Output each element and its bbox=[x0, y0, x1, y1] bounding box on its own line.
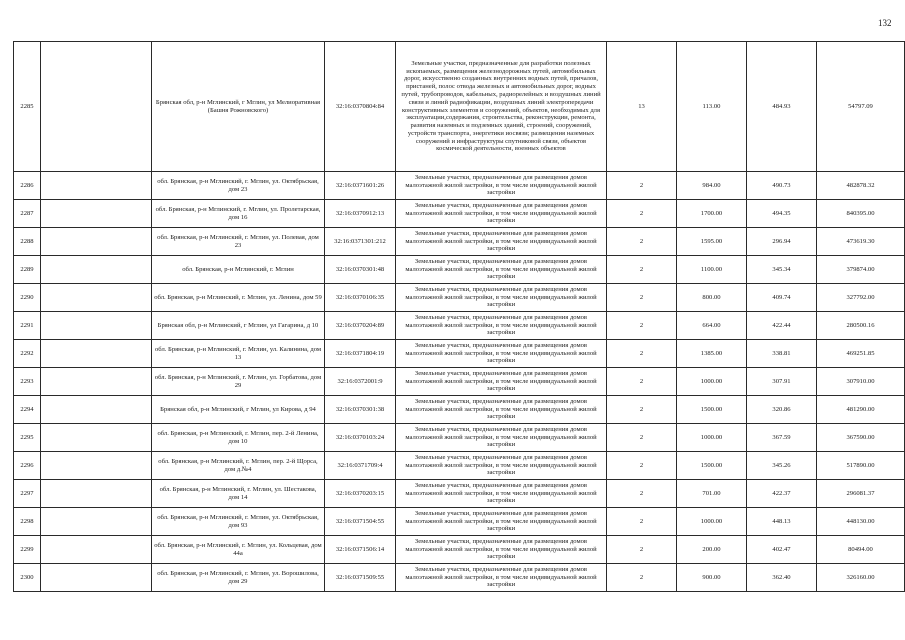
group-cell: 2 bbox=[607, 200, 677, 228]
specific-value-cell: 448.13 bbox=[747, 508, 817, 536]
row-number-cell: 2299 bbox=[14, 536, 41, 564]
blank-cell bbox=[41, 42, 152, 172]
group-cell: 2 bbox=[607, 452, 677, 480]
group-cell: 13 bbox=[607, 42, 677, 172]
table-body bbox=[14, 42, 905, 592]
address-cell: обл. Брянская, р-н Мглинский, г. Мглин, ул. Полевая, дом 23 bbox=[152, 228, 325, 256]
cadastral-value-cell: 54797.09 bbox=[817, 42, 905, 172]
table-row bbox=[14, 42, 905, 172]
table-row bbox=[14, 536, 905, 564]
area-cell: 1000.00 bbox=[677, 424, 747, 452]
row-number-cell: 2290 bbox=[14, 284, 41, 312]
cadastral-value-cell: 296081.37 bbox=[817, 480, 905, 508]
blank-cell bbox=[41, 480, 152, 508]
group-cell: 2 bbox=[607, 228, 677, 256]
land-purpose-cell: Земельные участки, предназначенные для размещения домов малоэтажной жилой застройки, в том числе индивидуальной жилой застройки bbox=[396, 312, 607, 340]
blank-cell bbox=[41, 340, 152, 368]
cadastral-value-cell: 469251.85 bbox=[817, 340, 905, 368]
cadastral-value-cell: 840395.00 bbox=[817, 200, 905, 228]
cadastral-number-cell: 32:16:0370106:35 bbox=[325, 284, 396, 312]
cadastral-number-cell: 32:16:0371709:4 bbox=[325, 452, 396, 480]
row-number-cell: 2294 bbox=[14, 396, 41, 424]
table-row bbox=[14, 424, 905, 452]
table-row bbox=[14, 564, 905, 592]
cadastral-value-cell: 326160.00 bbox=[817, 564, 905, 592]
address-cell: обл. Брянская, р-н Мглинский, г. Мглин, ул. Калинина, дом 13 bbox=[152, 340, 325, 368]
group-cell: 2 bbox=[607, 284, 677, 312]
address-cell: обл. Брянская, р-н Мглинский, г. Мглин, пер. 2-й Ленина, дом 10 bbox=[152, 424, 325, 452]
page-number: 132 bbox=[878, 18, 892, 28]
cadastral-value-cell: 517890.00 bbox=[817, 452, 905, 480]
address-cell: Брянская обл, р-н Мглинский, г Мглин, ул Кирова, д 94 bbox=[152, 396, 325, 424]
address-cell: Брянская обл, р-н Мглинский, г Мглин, ул Гагарина, д 10 bbox=[152, 312, 325, 340]
row-number-cell: 2296 bbox=[14, 452, 41, 480]
specific-value-cell: 494.35 bbox=[747, 200, 817, 228]
cadastral-number-cell: 32:16:0370804:84 bbox=[325, 42, 396, 172]
address-cell: обл. Брянская, р-н Мглинский, г. Мглин, ул. Октябрьская, дом 23 bbox=[152, 172, 325, 200]
area-cell: 664.00 bbox=[677, 312, 747, 340]
table-row bbox=[14, 340, 905, 368]
area-cell: 1100.00 bbox=[677, 256, 747, 284]
cadastral-value-cell: 80494.00 bbox=[817, 536, 905, 564]
address-cell: обл. Брянская, р-н Мглинский, г. Мглин, пер. 2-й Щорса, дом д.№4 bbox=[152, 452, 325, 480]
row-number-cell: 2295 bbox=[14, 424, 41, 452]
specific-value-cell: 490.73 bbox=[747, 172, 817, 200]
row-number-cell: 2285 bbox=[14, 42, 41, 172]
area-cell: 1385.00 bbox=[677, 340, 747, 368]
cadastral-number-cell: 32:16:0370912:13 bbox=[325, 200, 396, 228]
group-cell: 2 bbox=[607, 172, 677, 200]
address-cell: обл. Брянская, р-н Мглинский, г. Мглин, ул. Пролетарская, дом 16 bbox=[152, 200, 325, 228]
blank-cell bbox=[41, 536, 152, 564]
row-number-cell: 2288 bbox=[14, 228, 41, 256]
land-purpose-cell: Земельные участки, предназначенные для размещения домов малоэтажной жилой застройки, в том числе индивидуальной жилой застройки bbox=[396, 564, 607, 592]
cadastral-value-cell: 367590.00 bbox=[817, 424, 905, 452]
specific-value-cell: 320.86 bbox=[747, 396, 817, 424]
cadastral-value-cell: 481290.00 bbox=[817, 396, 905, 424]
table-row bbox=[14, 228, 905, 256]
specific-value-cell: 422.44 bbox=[747, 312, 817, 340]
specific-value-cell: 345.34 bbox=[747, 256, 817, 284]
blank-cell bbox=[41, 228, 152, 256]
blank-cell bbox=[41, 172, 152, 200]
address-cell: обл. Брянская, р-н Мглинский, г. Мглин, ул. Кольцевая, дом 44а bbox=[152, 536, 325, 564]
group-cell: 2 bbox=[607, 480, 677, 508]
blank-cell bbox=[41, 200, 152, 228]
address-cell: Брянская обл, р-н Мглинский, г Мглин, ул Мелиоративная (Башня Рожновского) bbox=[152, 42, 325, 172]
area-cell: 984.00 bbox=[677, 172, 747, 200]
table-row bbox=[14, 312, 905, 340]
row-number-cell: 2286 bbox=[14, 172, 41, 200]
area-cell: 1000.00 bbox=[677, 368, 747, 396]
row-number-cell: 2298 bbox=[14, 508, 41, 536]
address-cell: обл. Брянская, р-н Мглинский, г. Мглин bbox=[152, 256, 325, 284]
cadastral-number-cell: 32:16:0370204:89 bbox=[325, 312, 396, 340]
land-purpose-cell: Земельные участки, предназначенные для размещения домов малоэтажной жилой застройки, в том числе индивидуальной жилой застройки bbox=[396, 452, 607, 480]
table-row bbox=[14, 368, 905, 396]
row-number-cell: 2300 bbox=[14, 564, 41, 592]
land-purpose-cell: Земельные участки, предназначенные для размещения домов малоэтажной жилой застройки, в том числе индивидуальной жилой застройки bbox=[396, 340, 607, 368]
group-cell: 2 bbox=[607, 536, 677, 564]
area-cell: 1500.00 bbox=[677, 396, 747, 424]
table-row bbox=[14, 200, 905, 228]
area-cell: 800.00 bbox=[677, 284, 747, 312]
cadastral-number-cell: 32:16:0370301:48 bbox=[325, 256, 396, 284]
address-cell: обл. Брянская, р-н Мглинский, г. Мглин, ул. Ленина, дом 59 bbox=[152, 284, 325, 312]
blank-cell bbox=[41, 564, 152, 592]
address-cell: обл. Брянская, р-н Мглинский, г. Мглин, ул. Шестакова, дом 14 bbox=[152, 480, 325, 508]
cadastral-value-cell: 280500.16 bbox=[817, 312, 905, 340]
specific-value-cell: 484.93 bbox=[747, 42, 817, 172]
table-row bbox=[14, 172, 905, 200]
cadastral-number-cell: 32:16:0370301:38 bbox=[325, 396, 396, 424]
area-cell: 1595.00 bbox=[677, 228, 747, 256]
cadastral-registry-table bbox=[13, 41, 905, 592]
row-number-cell: 2297 bbox=[14, 480, 41, 508]
area-cell: 113.00 bbox=[677, 42, 747, 172]
group-cell: 2 bbox=[607, 368, 677, 396]
specific-value-cell: 296.94 bbox=[747, 228, 817, 256]
blank-cell bbox=[41, 452, 152, 480]
specific-value-cell: 367.59 bbox=[747, 424, 817, 452]
cadastral-value-cell: 327792.00 bbox=[817, 284, 905, 312]
blank-cell bbox=[41, 396, 152, 424]
group-cell: 2 bbox=[607, 424, 677, 452]
land-purpose-cell: Земельные участки, предназначенные для размещения домов малоэтажной жилой застройки, в том числе индивидуальной жилой застройки bbox=[396, 228, 607, 256]
land-purpose-cell: Земельные участки, предназначенные для размещения домов малоэтажной жилой застройки, в том числе индивидуальной жилой застройки bbox=[396, 284, 607, 312]
group-cell: 2 bbox=[607, 396, 677, 424]
row-number-cell: 2289 bbox=[14, 256, 41, 284]
blank-cell bbox=[41, 256, 152, 284]
group-cell: 2 bbox=[607, 340, 677, 368]
specific-value-cell: 422.37 bbox=[747, 480, 817, 508]
table-row bbox=[14, 480, 905, 508]
land-purpose-cell: Земельные участки, предназначенные для размещения домов малоэтажной жилой застройки, в том числе индивидуальной жилой застройки bbox=[396, 368, 607, 396]
cadastral-value-cell: 448130.00 bbox=[817, 508, 905, 536]
blank-cell bbox=[41, 284, 152, 312]
address-cell: обл. Брянская, р-н Мглинский, г. Мглин, ул. Ворошилова, дом 29 bbox=[152, 564, 325, 592]
cadastral-number-cell: 32:16:0370203:15 bbox=[325, 480, 396, 508]
cadastral-number-cell: 32:16:0371301:212 bbox=[325, 228, 396, 256]
cadastral-number-cell: 32:16:0372001:9 bbox=[325, 368, 396, 396]
land-purpose-cell: Земельные участки, предназначенные для размещения домов малоэтажной жилой застройки, в том числе индивидуальной жилой застройки bbox=[396, 424, 607, 452]
cadastral-value-cell: 307910.00 bbox=[817, 368, 905, 396]
row-number-cell: 2293 bbox=[14, 368, 41, 396]
table-row bbox=[14, 508, 905, 536]
row-number-cell: 2291 bbox=[14, 312, 41, 340]
cadastral-number-cell: 32:16:0371601:26 bbox=[325, 172, 396, 200]
specific-value-cell: 402.47 bbox=[747, 536, 817, 564]
row-number-cell: 2292 bbox=[14, 340, 41, 368]
group-cell: 2 bbox=[607, 508, 677, 536]
area-cell: 1700.00 bbox=[677, 200, 747, 228]
cadastral-value-cell: 482878.32 bbox=[817, 172, 905, 200]
address-cell: обл. Брянская, р-н Мглинский, г. Мглин, ул. Октябрьская, дом 93 bbox=[152, 508, 325, 536]
blank-cell bbox=[41, 368, 152, 396]
row-number-cell: 2287 bbox=[14, 200, 41, 228]
land-purpose-cell: Земельные участки, предназначенные для размещения домов малоэтажной жилой застройки, в том числе индивидуальной жилой застройки bbox=[396, 200, 607, 228]
specific-value-cell: 345.26 bbox=[747, 452, 817, 480]
specific-value-cell: 338.81 bbox=[747, 340, 817, 368]
blank-cell bbox=[41, 424, 152, 452]
group-cell: 2 bbox=[607, 564, 677, 592]
land-purpose-cell: Земельные участки, предназначенные для размещения домов малоэтажной жилой застройки, в том числе индивидуальной жилой застройки bbox=[396, 508, 607, 536]
specific-value-cell: 409.74 bbox=[747, 284, 817, 312]
table-row bbox=[14, 256, 905, 284]
land-purpose-cell: Земельные участки, предназначенные для разработки полезных ископаемых, размещения железнодорожных путей, автомобильных дорог, искусственно созданных внутренних водных путей, причалов, пристаней, полос отвода железных и автомобильных дорог, водных путей, трубопроводов, кабельных, радиорелейных и воздушных линий связи и линий радиофикации, воздушных линий электропередачи конструктивных элементов и сооружений, объектов, необходимых для эксплуатации,содержания, строительства, реконструкции, ремонта, развития наземных и подземных зданий, строений, сооружений, устройств транспорта, энергетики иосвязи; размещения наземных сооружений и инфраструктуры спутниковой связи, объектов космической деятельности, военных объектов bbox=[396, 42, 607, 172]
area-cell: 1000.00 bbox=[677, 508, 747, 536]
specific-value-cell: 362.40 bbox=[747, 564, 817, 592]
table-row bbox=[14, 284, 905, 312]
land-purpose-cell: Земельные участки, предназначенные для размещения домов малоэтажной жилой застройки, в том числе индивидуальной жилой застройки bbox=[396, 536, 607, 564]
specific-value-cell: 307.91 bbox=[747, 368, 817, 396]
address-cell: обл. Брянская, р-н Мглинский, г. Мглин, ул. Горбатова, дом 29 bbox=[152, 368, 325, 396]
cadastral-value-cell: 473619.30 bbox=[817, 228, 905, 256]
area-cell: 200.00 bbox=[677, 536, 747, 564]
land-purpose-cell: Земельные участки, предназначенные для размещения домов малоэтажной жилой застройки, в том числе индивидуальной жилой застройки bbox=[396, 396, 607, 424]
blank-cell bbox=[41, 312, 152, 340]
land-purpose-cell: Земельные участки, предназначенные для размещения домов малоэтажной жилой застройки, в том числе индивидуальной жилой застройки bbox=[396, 480, 607, 508]
group-cell: 2 bbox=[607, 312, 677, 340]
cadastral-number-cell: 32:16:0370103:24 bbox=[325, 424, 396, 452]
area-cell: 1500.00 bbox=[677, 452, 747, 480]
cadastral-number-cell: 32:16:0371504:55 bbox=[325, 508, 396, 536]
blank-cell bbox=[41, 508, 152, 536]
cadastral-number-cell: 32:16:0371509:55 bbox=[325, 564, 396, 592]
land-purpose-cell: Земельные участки, предназначенные для размещения домов малоэтажной жилой застройки, в том числе индивидуальной жилой застройки bbox=[396, 172, 607, 200]
area-cell: 900.00 bbox=[677, 564, 747, 592]
land-purpose-cell: Земельные участки, предназначенные для размещения домов малоэтажной жилой застройки, в том числе индивидуальной жилой застройки bbox=[396, 256, 607, 284]
group-cell: 2 bbox=[607, 256, 677, 284]
cadastral-value-cell: 379874.00 bbox=[817, 256, 905, 284]
cadastral-number-cell: 32:16:0371506:14 bbox=[325, 536, 396, 564]
cadastral-number-cell: 32:16:0371804:19 bbox=[325, 340, 396, 368]
table-row bbox=[14, 396, 905, 424]
table-row bbox=[14, 452, 905, 480]
area-cell: 701.00 bbox=[677, 480, 747, 508]
